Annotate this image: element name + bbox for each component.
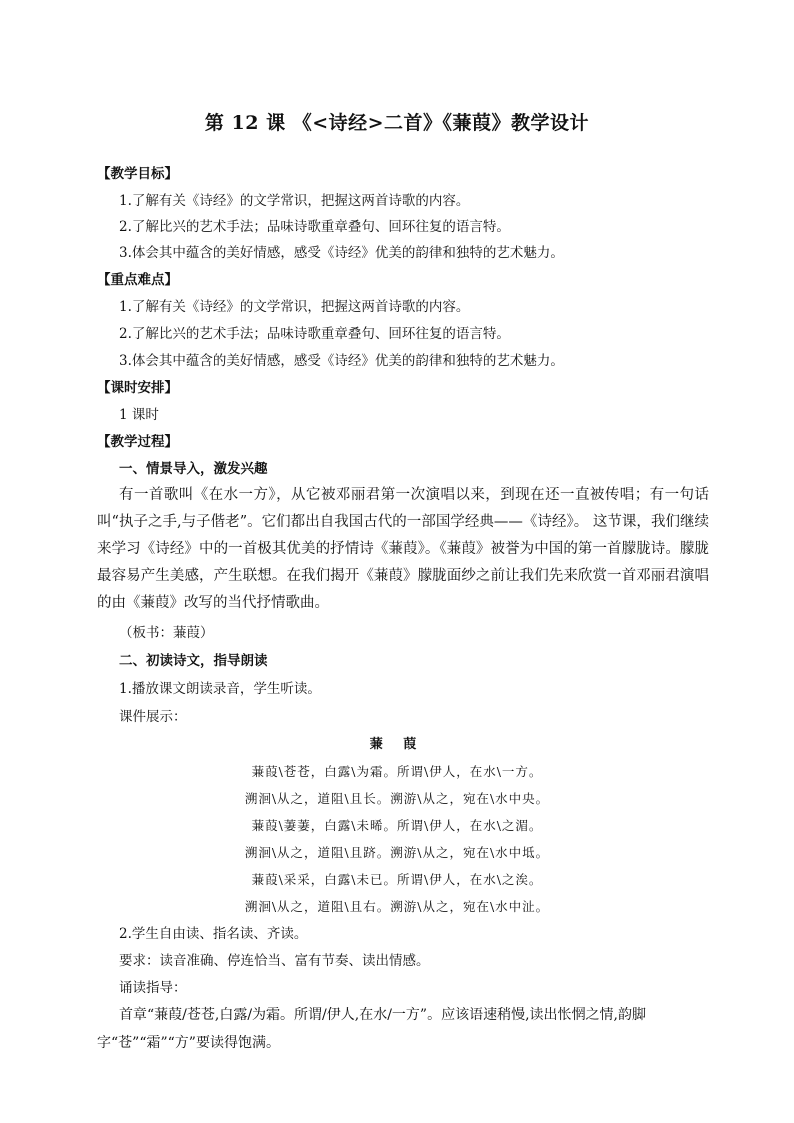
step2-item: 1.播放课文朗读录音，学生听读。 [119, 681, 321, 697]
time-text: 1 课时 [119, 407, 159, 423]
goal-item: 2.了解比兴的艺术手法；品味诗歌重章叠句、回环往复的语言特。 [119, 219, 510, 235]
requirement-text: 要求：读音准确、停连恰当、富有节奏、读出情感。 [119, 953, 430, 969]
poem-line: 溯洄\从之，道阻\且长。溯游\从之，宛在\水中央。 [244, 791, 550, 806]
poem-line: 溯洄\从之，道阻\且右。溯游\从之，宛在\水中沚。 [244, 899, 550, 914]
key-item: 2.了解比兴的艺术手法；品味诗歌重章叠句、回环往复的语言特。 [119, 326, 510, 342]
poem-line: 蒹葭\苍苍，白露\为霜。所谓\伊人，在水\一方。 [251, 764, 543, 779]
section-heading-goals: 【教学目标】 [97, 166, 178, 182]
key-item: 3.体会其中蕴含的美好情感，感受《诗经》优美的韵律和独特的艺术魅力。 [119, 353, 564, 369]
board-note: （板书：蒹葭） [119, 625, 214, 641]
poem-title: 蒹 葭 [369, 737, 425, 752]
section-heading-key: 【重点难点】 [97, 272, 178, 288]
step1-heading: 一、情景导入，激发兴趣 [119, 461, 268, 477]
guide-paragraph: 首章“蒹葭/苍苍,白露/为霜。所谓/伊人,在水/一方”。应该语速稍慢,读出怅惘之情,韵脚字“苍”“霜”“方”要读得饱满。 [97, 1007, 646, 1051]
goal-item: 1.了解有关《诗经》的文学常识，把握这两首诗歌的内容。 [119, 193, 470, 209]
poem-line: 蒹葭\采采，白露\未已。所谓\伊人，在水\之涘。 [251, 872, 543, 887]
guide-heading: 诵读指导： [119, 980, 187, 996]
poem-line: 溯洄\从之，道阻\且跻。溯游\从之，宛在\水中坻。 [244, 845, 550, 860]
step1-paragraph: 有一首歌叫《在水一方》，从它被邓丽君第一次演唱以来，到现在还一直被传唱；有一句话叫“执子之手,与子偕老”。它们都出自我国古代的一部国学经典——《诗经》。 这节课，我们继续来学习《诗经》中的一首极其优美的抒情诗《蒹葭》。《蒹葭》被誉为中国的第一首朦胧诗。朦胧最容易产生美感，产生联想。在我们揭开《蒹葭》朦胧面纱之前让我们先来欣赏一首邓丽君演唱的由《蒹葭》改写的当代抒情歌曲。 [97, 487, 709, 611]
key-item: 1.了解有关《诗经》的文学常识，把握这两首诗歌的内容。 [119, 299, 470, 315]
step2-item: 2.学生自由读、指名读、齐读。 [119, 926, 308, 942]
goal-item: 3.体会其中蕴含的美好情感，感受《诗经》优美的韵律和独特的艺术魅力。 [119, 245, 564, 261]
document-title: 第 12 课 《<诗经>二首》《蒹葭》教学设计 [204, 112, 590, 134]
section-heading-process: 【教学过程】 [97, 434, 178, 450]
courseware-label: 课件展示： [119, 709, 187, 725]
step2-heading: 二、初读诗文，指导朗读 [119, 653, 268, 669]
poem-line: 蒹葭\萋萋，白露\未晞。所谓\伊人，在水\之湄。 [251, 818, 543, 833]
section-heading-time: 【课时安排】 [97, 380, 178, 396]
